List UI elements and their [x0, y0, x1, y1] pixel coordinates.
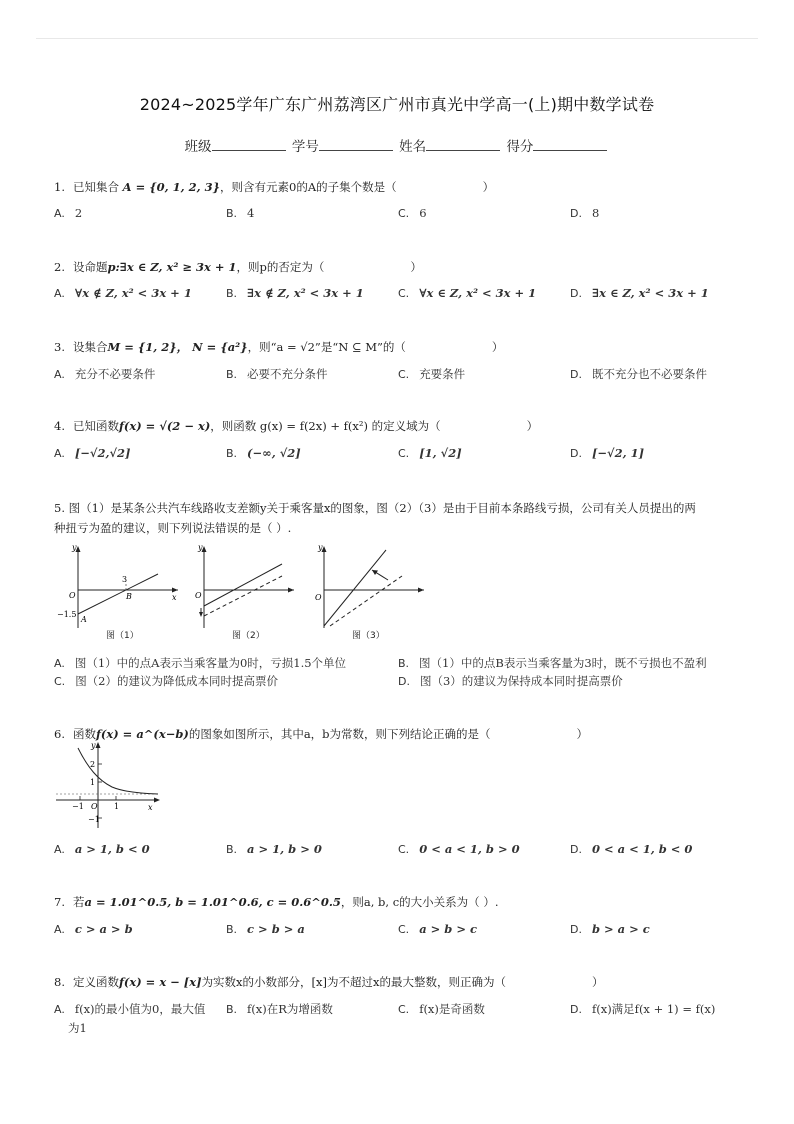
option-text: 4	[247, 206, 255, 220]
question-text: ）	[491, 340, 504, 354]
question-math: a = 1.01^0.5, b = 1.01^0.6, c = 0.6^0.5	[84, 895, 341, 909]
origin-label: O	[195, 591, 202, 600]
question-math: f(x) = a^(x−b)	[95, 727, 189, 741]
figure-3-caption: 图（3）	[352, 631, 385, 641]
steeper-line	[324, 550, 386, 626]
suggested-line	[204, 576, 282, 616]
question-text: 已知函数	[72, 419, 119, 433]
q5-option-c[interactable]	[54, 673, 278, 689]
option-text-continued: 为1	[68, 1021, 87, 1035]
question-7	[54, 894, 498, 910]
option-label: B.	[226, 368, 238, 381]
q6-option-a[interactable]	[54, 842, 150, 856]
question-number: 5.	[54, 501, 65, 515]
option-text: 图（3）的建议为保持成本同时提高票价	[419, 674, 623, 688]
question-number: 4.	[54, 419, 65, 433]
origin-label: O	[69, 591, 76, 600]
option-label: B.	[226, 923, 238, 936]
y-intercept-label: −1.5	[57, 610, 77, 619]
x-axis-arrow	[288, 588, 294, 593]
x-axis-arrow	[172, 588, 178, 593]
option-text: 0 < a < 1, b < 0	[591, 842, 693, 856]
figure-3	[315, 543, 424, 641]
option-text: 图（2）的建议为降低成本同时提高票价	[75, 674, 279, 688]
question-text: ）	[482, 180, 495, 194]
y-label: y	[72, 543, 77, 552]
question-5	[54, 498, 744, 538]
q1-option-b[interactable]	[226, 206, 254, 220]
score-label: 得分	[506, 139, 534, 155]
option-text: [−√2, 1]	[591, 446, 645, 460]
q2-option-a[interactable]	[54, 286, 192, 300]
q8-option-a[interactable]	[54, 1001, 205, 1036]
question-text: 为实数x的小数部分，[x]为不超过x的最大整数，则正确为（	[201, 975, 506, 989]
option-label: D.	[570, 207, 582, 220]
student-info-row	[0, 135, 794, 155]
q3-option-d[interactable]	[570, 366, 707, 382]
tick-label-neg1-x: −1	[72, 802, 84, 811]
option-label: C.	[398, 1003, 410, 1016]
original-line	[330, 576, 402, 626]
option-text: f(x)是奇函数	[419, 1002, 485, 1016]
option-text: 既不充分也不必要条件	[591, 367, 707, 381]
option-text: c > b > a	[247, 922, 305, 936]
option-label: B.	[226, 447, 238, 460]
rotation-arrow-head	[372, 570, 378, 575]
question-text: 设集合	[72, 340, 108, 354]
option-label: C.	[398, 843, 410, 856]
option-label: D.	[570, 923, 582, 936]
y-axis-arrow	[96, 742, 101, 748]
figure-2	[195, 543, 294, 641]
question-text: ）	[592, 975, 604, 989]
origin-label: O	[315, 593, 322, 602]
option-label: D.	[570, 843, 582, 856]
option-text: ∃x ∈ Z, x² < 3x + 1	[591, 286, 709, 300]
option-text: [−√2,√2]	[74, 446, 131, 460]
question-4	[54, 418, 538, 434]
option-label: C.	[398, 368, 410, 381]
tick-label-2: 2	[90, 760, 96, 769]
question-number: 7.	[54, 895, 65, 909]
option-label: D.	[570, 287, 582, 300]
revenue-line	[78, 574, 158, 614]
option-text: 2	[74, 206, 83, 220]
option-label: B.	[398, 657, 410, 670]
exponential-curve	[78, 748, 158, 794]
q5-option-a[interactable]	[54, 655, 346, 671]
option-label: B.	[226, 1003, 238, 1016]
figure-2-caption: 图（2）	[232, 631, 265, 641]
option-label: B.	[226, 207, 238, 220]
question-text: ）	[526, 419, 539, 433]
option-text: ∀x ∉ Z, x² < 3x + 1	[74, 286, 192, 300]
q4-option-c[interactable]	[398, 446, 462, 460]
tick-label-1-x: 1	[114, 802, 120, 811]
option-label: A.	[54, 368, 65, 381]
q3-option-b[interactable]	[226, 366, 328, 382]
question-number: 1.	[54, 180, 65, 194]
class-blank[interactable]	[212, 138, 286, 151]
question-3	[54, 339, 503, 355]
q3-option-c[interactable]	[398, 366, 465, 382]
question-math: f(x) = √(2 − x)	[118, 419, 211, 433]
student-id-label: 学号	[291, 139, 319, 155]
question-number: 8.	[54, 975, 65, 989]
option-label: B.	[226, 843, 238, 856]
x-label: x	[172, 593, 177, 602]
q1-option-a[interactable]	[54, 206, 82, 220]
option-label: A.	[54, 657, 65, 670]
option-text: a > 1, b > 0	[247, 842, 322, 856]
question-math: M = {1, 2}， N = {a²}	[107, 340, 248, 354]
option-text: a > b > c	[419, 922, 477, 936]
y-label: y	[91, 741, 96, 750]
question-text: ）	[410, 260, 422, 274]
question-text: ，则“a = √2”是“N ⊆ M”的（	[247, 340, 406, 354]
option-label: A.	[54, 207, 65, 220]
top-divider	[36, 38, 758, 39]
student-id-blank[interactable]	[319, 138, 393, 151]
question-number: 3.	[54, 340, 65, 354]
y-label: y	[198, 543, 203, 552]
exam-title: 2024~2025学年广东广州荔湾区广州市真光中学高一(上)期中数学试卷	[139, 95, 655, 114]
q6-option-c[interactable]	[398, 842, 520, 856]
question-number: 6.	[54, 727, 65, 741]
question-5-figures	[54, 540, 434, 648]
option-text: f(x)满足f(x + 1) = f(x)	[591, 1002, 716, 1016]
q7-option-b[interactable]	[226, 922, 305, 936]
q1-option-c[interactable]	[398, 206, 427, 220]
score-blank[interactable]	[533, 138, 607, 151]
option-label: D.	[398, 675, 410, 688]
question-2	[54, 259, 422, 275]
option-text: f(x)在R为增函数	[247, 1002, 333, 1016]
tick-label-3: 3	[122, 575, 128, 584]
question-number: 2.	[54, 260, 65, 274]
question-text: 图（1）是某条公共汽车线路收支差额y关于乘客量x的图象，图（2）（3）是由于目前本条路线亏损，公司有关人员提出的两	[68, 501, 696, 515]
option-label: C.	[54, 675, 66, 688]
shift-arrow-head	[199, 612, 203, 617]
option-label: A.	[54, 923, 65, 936]
option-text: 图（1）中的点B表示当乘客量为3时，既不亏损也不盈利	[419, 656, 707, 670]
option-text: 8	[591, 206, 600, 220]
option-text: 图（1）中的点A表示当乘客量为0时，亏损1.5个单位	[74, 656, 347, 670]
original-line	[204, 564, 282, 606]
question-text: ，则函数 g(x) = f(2x) + f(x²) 的定义域为（	[210, 419, 441, 433]
q5-option-b[interactable]	[398, 655, 707, 671]
option-text: f(x)的最小值为0，最大值	[74, 1002, 206, 1016]
option-label: A.	[54, 447, 65, 460]
option-text: 0 < a < 1, b > 0	[419, 842, 520, 856]
question-text: ，则p的否定为（	[236, 260, 325, 274]
tick-label-1: 1	[90, 778, 96, 787]
option-label: C.	[398, 207, 410, 220]
option-label: C.	[398, 447, 410, 460]
option-text: [1, √2]	[419, 446, 462, 460]
option-text: c > a > b	[74, 922, 133, 936]
q7-option-a[interactable]	[54, 922, 133, 936]
question-1	[54, 179, 494, 195]
q5-option-d[interactable]	[398, 673, 623, 689]
option-text: ∃x ∉ Z, x² < 3x + 1	[247, 286, 364, 300]
q7-option-d[interactable]	[570, 922, 650, 936]
q4-option-b[interactable]	[226, 446, 301, 460]
figure-1	[57, 543, 178, 641]
q6-option-b[interactable]	[226, 842, 322, 856]
option-label: A.	[54, 1003, 65, 1016]
origin-label: O	[91, 802, 98, 811]
q7-option-c[interactable]	[398, 922, 477, 936]
x-axis-arrow	[418, 588, 424, 593]
question-8	[54, 974, 604, 990]
q8-option-b[interactable]	[226, 1001, 333, 1017]
option-label: C.	[398, 287, 410, 300]
tick-label-neg1-y: −1	[88, 815, 100, 824]
option-text: a > 1, b < 0	[74, 842, 150, 856]
question-6-graph	[54, 740, 164, 832]
question-text: 已知集合	[72, 180, 119, 194]
option-text: 6	[419, 206, 427, 220]
question-text: ，则a, b, c的大小关系为（ ）.	[340, 895, 499, 909]
option-text: 充要条件	[419, 367, 466, 381]
x-label: x	[148, 803, 153, 812]
name-blank[interactable]	[426, 138, 500, 151]
option-label: C.	[398, 923, 410, 936]
option-text: (−∞, √2]	[247, 446, 301, 460]
point-b-label: B	[126, 592, 132, 601]
option-text: b > a > c	[591, 922, 650, 936]
q6-option-d[interactable]	[570, 842, 692, 856]
option-label: D.	[570, 447, 582, 460]
q2-option-d[interactable]	[570, 286, 709, 300]
figure-1-caption: 图（1）	[106, 631, 139, 641]
question-math: A = {0, 1, 2, 3}	[122, 180, 221, 194]
option-text: ∀x ∈ Z, x² < 3x + 1	[419, 286, 537, 300]
option-label: A.	[54, 287, 65, 300]
q1-option-d[interactable]	[570, 206, 599, 220]
q4-option-d[interactable]	[570, 446, 644, 460]
question-text: 种扭亏为盈的建议，则下列说法错误的是（ ）.	[54, 521, 292, 535]
question-text: ）	[576, 727, 589, 741]
x-axis-arrow	[154, 798, 160, 803]
name-label: 姓名	[399, 139, 427, 155]
q2-option-b[interactable]	[226, 286, 364, 300]
option-label: D.	[570, 1003, 582, 1016]
q8-option-c[interactable]	[398, 1001, 485, 1017]
question-text: 若	[72, 895, 85, 909]
option-label: D.	[570, 368, 582, 381]
option-label: A.	[54, 843, 65, 856]
question-text: 的图象如图所示，其中a，b为常数，则下列结论正确的是（	[188, 727, 491, 741]
question-math: p:∃x ∈ Z, x² ≥ 3x + 1	[107, 260, 237, 274]
option-text: 必要不充分条件	[247, 367, 328, 381]
question-text: ，则含有元素0的A的子集个数是（	[220, 180, 397, 194]
question-text: 函数	[72, 727, 96, 741]
class-label: 班级	[184, 139, 212, 155]
q2-option-c[interactable]	[398, 286, 536, 300]
q8-option-d[interactable]	[570, 1001, 715, 1017]
option-label: B.	[226, 287, 238, 300]
question-math: f(x) = x − [x]	[118, 975, 202, 989]
q4-option-a[interactable]	[54, 446, 130, 460]
point-a-label: A	[81, 615, 87, 624]
option-text: 充分不必要条件	[74, 367, 156, 381]
question-text: 定义函数	[72, 975, 119, 989]
q3-option-a[interactable]	[54, 366, 155, 382]
y-label: y	[318, 543, 323, 552]
question-text: 设命题	[72, 260, 108, 274]
